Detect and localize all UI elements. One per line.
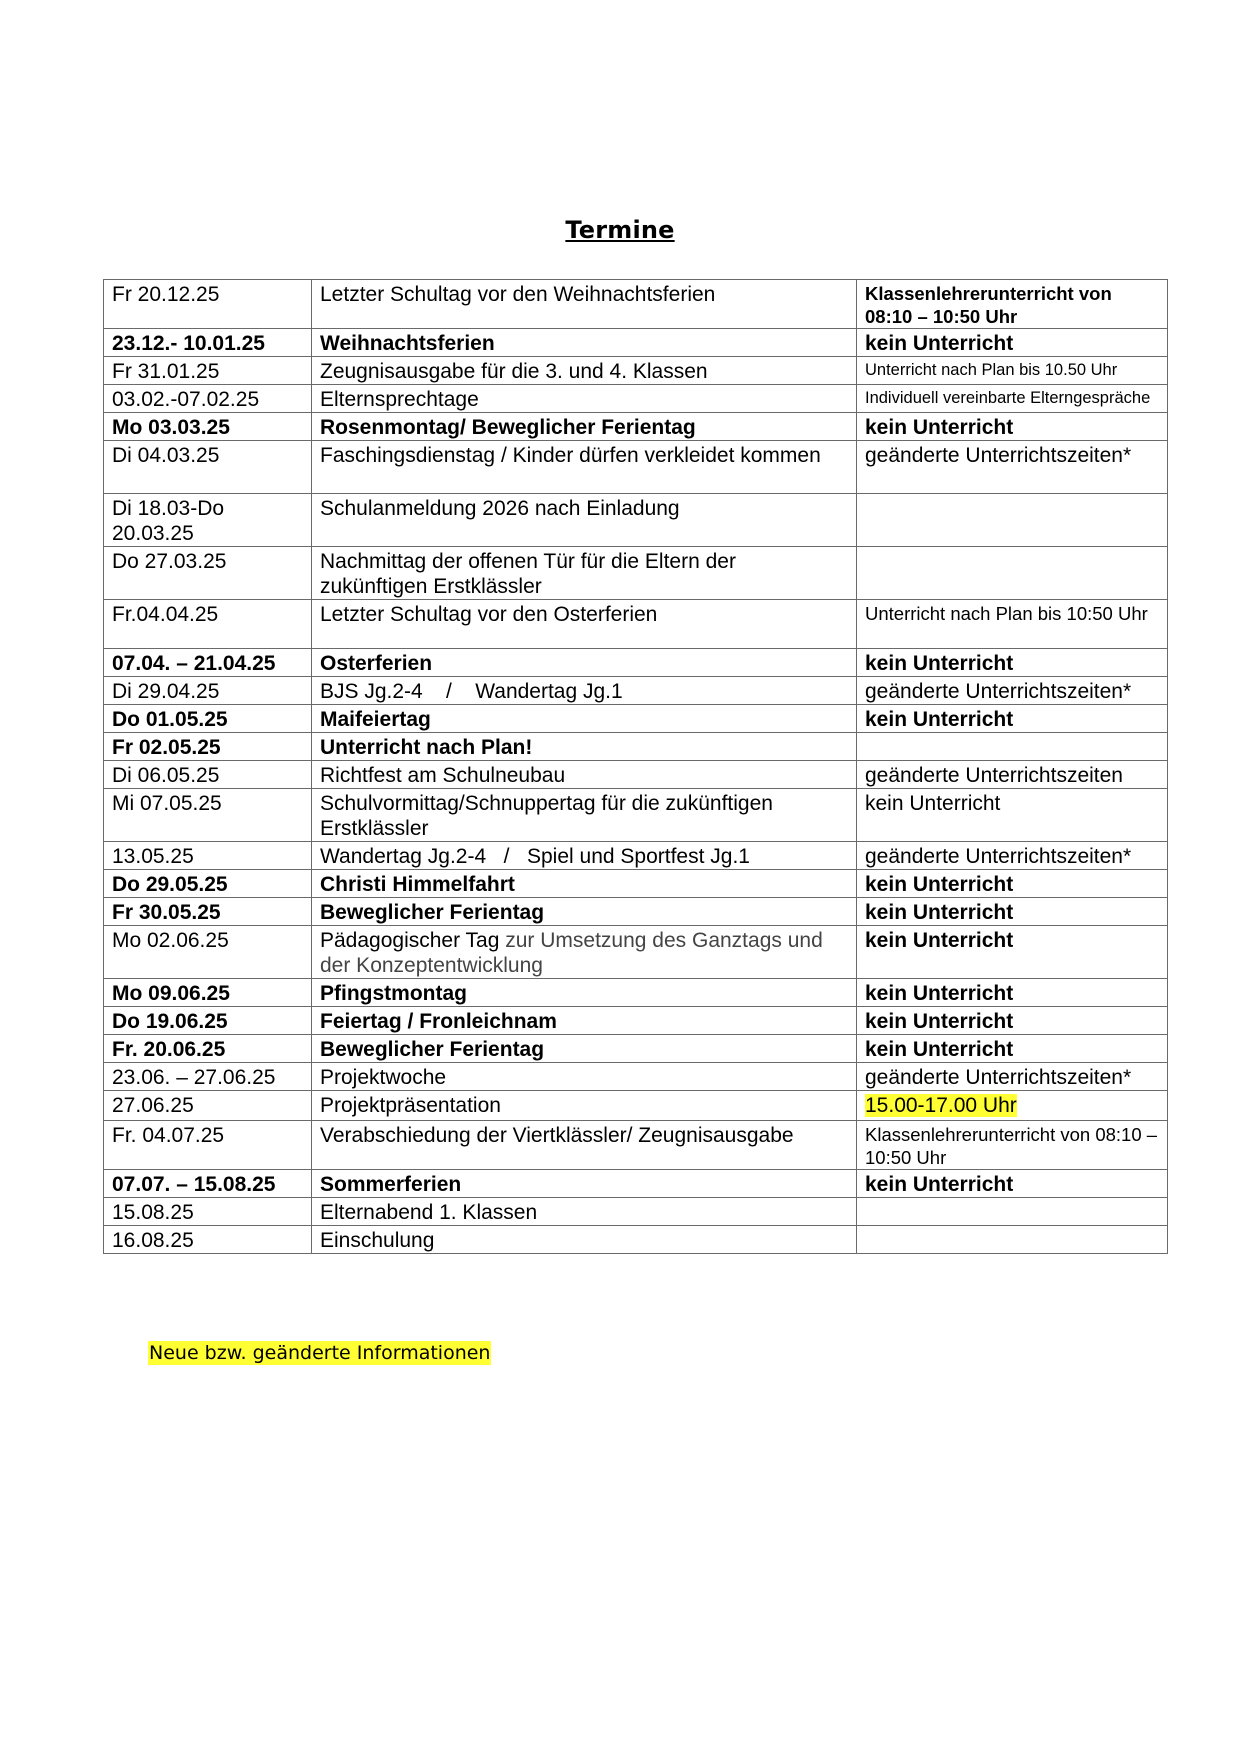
event-cell: Richtfest am Schulneubau: [312, 761, 857, 789]
note-cell: kein Unterricht: [857, 1170, 1168, 1198]
note-cell: kein Unterricht: [857, 705, 1168, 733]
date-cell: 23.12.- 10.01.25: [104, 329, 312, 357]
date-cell: 13.05.25: [104, 842, 312, 870]
table-row: [104, 1035, 1168, 1063]
table-row: [104, 385, 1168, 413]
date-cell: Mi 07.05.25: [104, 789, 312, 842]
table-row: [104, 1170, 1168, 1198]
note-cell: geänderte Unterrichtszeiten*: [857, 842, 1168, 870]
event-text-grey: zur Umsetzung des Ganztags und der Konzeptentwicklung: [320, 929, 823, 977]
note-cell: [857, 1198, 1168, 1226]
note-cell: Individuell vereinbarte Elterngespräche: [857, 385, 1168, 413]
note-cell: Unterricht nach Plan bis 10.50 Uhr: [857, 357, 1168, 385]
table-row: [104, 329, 1168, 357]
table-row: [104, 870, 1168, 898]
event-text: Pädagogischer Tag: [320, 929, 506, 952]
page-title: Termine: [565, 216, 675, 244]
table-row: [104, 842, 1168, 870]
note-cell: kein Unterricht: [857, 898, 1168, 926]
date-cell: Di 06.05.25: [104, 761, 312, 789]
event-cell: Feiertag / Fronleichnam: [312, 1007, 857, 1035]
table-row: [104, 280, 1168, 329]
event-cell: BJS Jg.2-4 / Wandertag Jg.1: [312, 677, 857, 705]
event-cell: Weihnachtsferien: [312, 329, 857, 357]
note-cell: [857, 494, 1168, 547]
date-cell: Fr. 04.07.25: [104, 1121, 312, 1170]
table-row: [104, 1226, 1168, 1254]
event-cell: Einschulung: [312, 1226, 857, 1254]
date-cell: Fr 02.05.25: [104, 733, 312, 761]
table-row: [104, 1063, 1168, 1091]
note-cell: [857, 547, 1168, 600]
note-cell: [857, 733, 1168, 761]
date-cell: Fr.04.04.25: [104, 600, 312, 649]
note-cell: kein Unterricht: [857, 413, 1168, 441]
table-row: [104, 1198, 1168, 1226]
schedule-table: [103, 279, 1168, 1254]
event-cell: [312, 926, 857, 979]
table-row: [104, 441, 1168, 494]
date-cell: Fr 30.05.25: [104, 898, 312, 926]
event-cell: Elternsprechtage: [312, 385, 857, 413]
event-cell: Projektpräsentation: [312, 1091, 857, 1121]
event-cell: Rosenmontag/ Beweglicher Ferientag: [312, 413, 857, 441]
event-cell: Projektwoche: [312, 1063, 857, 1091]
table-row: [104, 649, 1168, 677]
date-cell: Mo 03.03.25: [104, 413, 312, 441]
date-cell: 03.02.-07.02.25: [104, 385, 312, 413]
date-cell: Di 29.04.25: [104, 677, 312, 705]
note-cell: kein Unterricht: [857, 979, 1168, 1007]
note-cell: geänderte Unterrichtszeiten*: [857, 677, 1168, 705]
date-cell: Do 01.05.25: [104, 705, 312, 733]
event-cell: Unterricht nach Plan!: [312, 733, 857, 761]
event-cell: Verabschiedung der Viertklässler/ Zeugnisausgabe: [312, 1121, 857, 1170]
note-cell: kein Unterricht: [857, 329, 1168, 357]
event-cell: Zeugnisausgabe für die 3. und 4. Klassen: [312, 357, 857, 385]
date-cell: Di 18.03-Do 20.03.25: [104, 494, 312, 547]
note-cell: geänderte Unterrichtszeiten: [857, 761, 1168, 789]
table-row: [104, 1121, 1168, 1170]
table-row: [104, 705, 1168, 733]
note-cell: geänderte Unterrichtszeiten*: [857, 441, 1168, 494]
table-row: [104, 979, 1168, 1007]
date-cell: 16.08.25: [104, 1226, 312, 1254]
table-row: [104, 413, 1168, 441]
date-cell: Mo 02.06.25: [104, 926, 312, 979]
event-cell: Letzter Schultag vor den Weihnachtsferien: [312, 280, 857, 329]
event-cell: Osterferien: [312, 649, 857, 677]
note-cell: kein Unterricht: [857, 649, 1168, 677]
event-cell: Christi Himmelfahrt: [312, 870, 857, 898]
date-cell: Mo 09.06.25: [104, 979, 312, 1007]
table-row: [104, 1091, 1168, 1121]
table-row: [104, 547, 1168, 600]
date-cell: 07.04. – 21.04.25: [104, 649, 312, 677]
event-cell: Schulanmeldung 2026 nach Einladung: [312, 494, 857, 547]
event-cell: Beweglicher Ferientag: [312, 898, 857, 926]
date-cell: Fr. 20.06.25: [104, 1035, 312, 1063]
note-cell: kein Unterricht: [857, 789, 1168, 842]
highlighted-time: 15.00-17.00 Uhr: [865, 1094, 1017, 1117]
date-cell: Di 04.03.25: [104, 441, 312, 494]
event-cell: Maifeiertag: [312, 705, 857, 733]
note-cell: kein Unterricht: [857, 1007, 1168, 1035]
event-cell: Elternabend 1. Klassen: [312, 1198, 857, 1226]
table-row: [104, 789, 1168, 842]
table-row: [104, 733, 1168, 761]
event-cell: Pfingstmontag: [312, 979, 857, 1007]
date-cell: 27.06.25: [104, 1091, 312, 1121]
event-cell: Schulvormittag/Schnuppertag für die zukünftigen Erstklässler: [312, 789, 857, 842]
note-cell: Klassenlehrerunterricht von 08:10 – 10:50 Uhr: [857, 280, 1168, 329]
event-cell: Faschingsdienstag / Kinder dürfen verkleidet kommen: [312, 441, 857, 494]
event-cell: Nachmittag der offenen Tür für die Eltern der zukünftigen Erstklässler: [312, 547, 857, 600]
table-row: [104, 926, 1168, 979]
event-cell: Letzter Schultag vor den Osterferien: [312, 600, 857, 649]
date-cell: Fr 31.01.25: [104, 357, 312, 385]
note-cell: kein Unterricht: [857, 926, 1168, 979]
legend-highlight-note: Neue bzw. geänderte Informationen: [149, 1342, 491, 1364]
note-cell: Unterricht nach Plan bis 10:50 Uhr: [857, 600, 1168, 649]
note-cell: [857, 1091, 1168, 1121]
note-cell: kein Unterricht: [857, 1035, 1168, 1063]
table-row: [104, 1007, 1168, 1035]
table-row: [104, 677, 1168, 705]
event-cell: Beweglicher Ferientag: [312, 1035, 857, 1063]
event-cell: Sommerferien: [312, 1170, 857, 1198]
table-row: [104, 761, 1168, 789]
note-cell: geänderte Unterrichtszeiten*: [857, 1063, 1168, 1091]
date-cell: Fr 20.12.25: [104, 280, 312, 329]
note-cell: [857, 1226, 1168, 1254]
date-cell: 15.08.25: [104, 1198, 312, 1226]
note-cell: kein Unterricht: [857, 870, 1168, 898]
date-cell: 07.07. – 15.08.25: [104, 1170, 312, 1198]
note-cell: Klassenlehrerunterricht von 08:10 – 10:50 Uhr: [857, 1121, 1168, 1170]
date-cell: Do 29.05.25: [104, 870, 312, 898]
date-cell: Do 27.03.25: [104, 547, 312, 600]
date-cell: 23.06. – 27.06.25: [104, 1063, 312, 1091]
table-row: [104, 600, 1168, 649]
event-cell: Wandertag Jg.2-4 / Spiel und Sportfest Jg.1: [312, 842, 857, 870]
table-row: [104, 494, 1168, 547]
table-row: [104, 898, 1168, 926]
date-cell: Do 19.06.25: [104, 1007, 312, 1035]
table-row: [104, 357, 1168, 385]
